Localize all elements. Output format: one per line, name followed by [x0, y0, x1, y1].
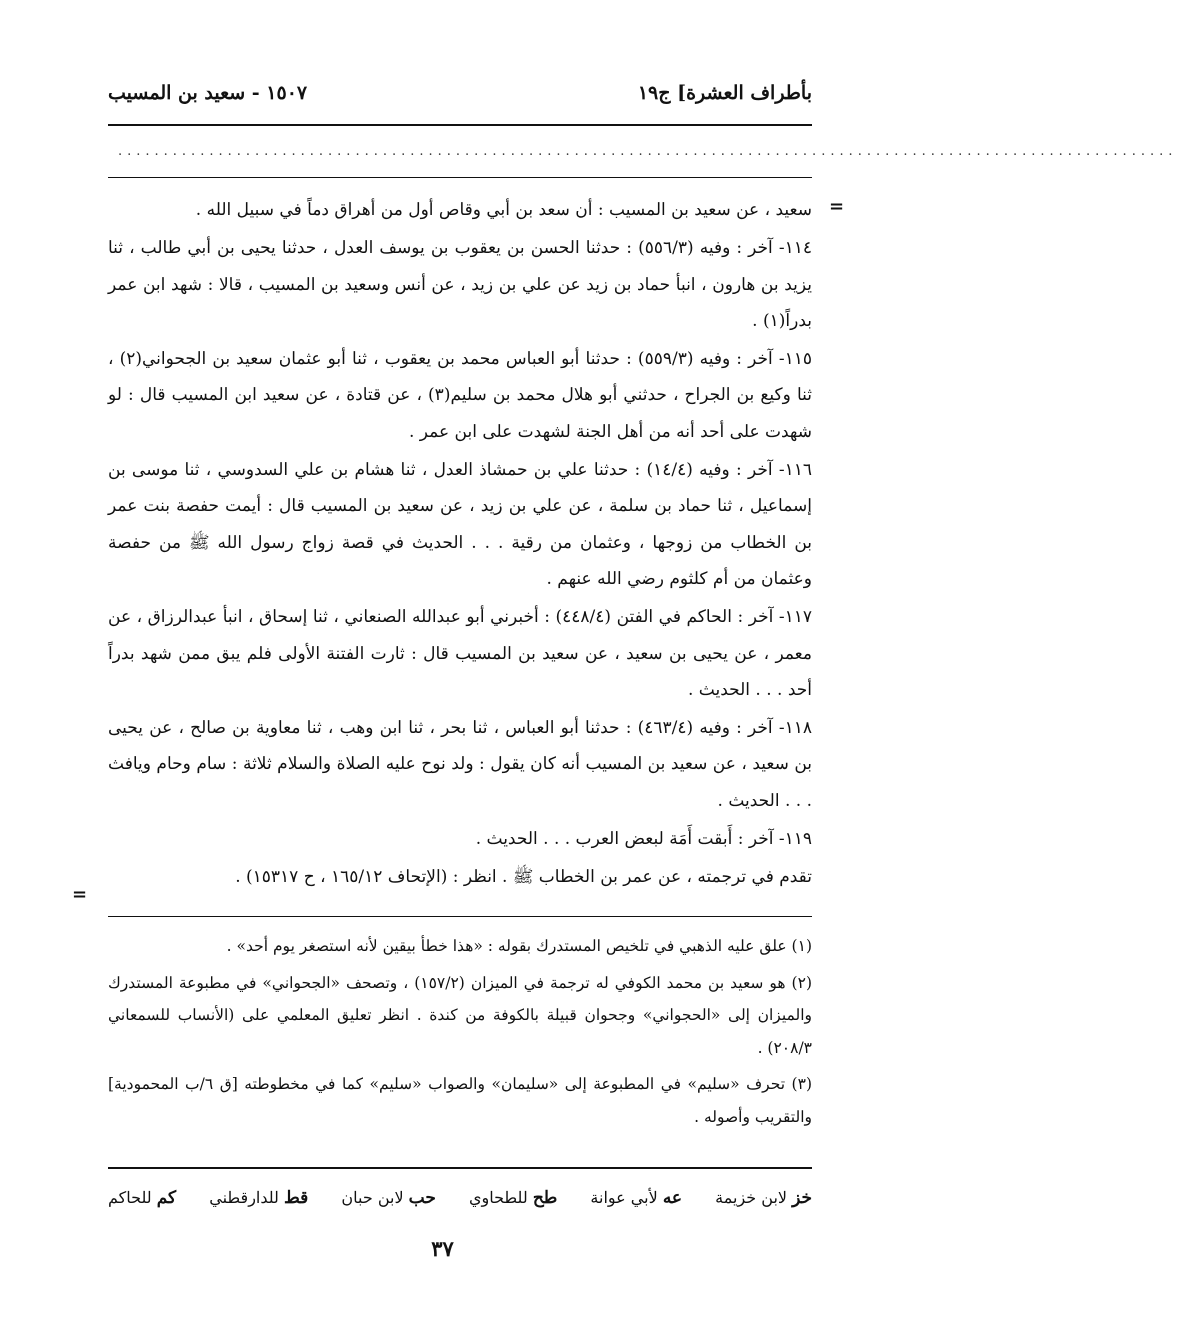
abbreviation-item: قط للدارقطني — [209, 1188, 309, 1208]
footnote-2: (٢) هو سعيد بن محمد الكوفي له ترجمة في الميزان (١٥٧/٢) ، وتصحف «الجحواني» في مطبوعة المستدرك والميزان إلى «الحجواني» وجحوان قبيلة بالكوفة من كندة . انظر تعليق المعلمي على (الأنساب للسمعاني ٢٠٨/٣) . — [108, 973, 812, 1057]
paragraph-1: سعيد ، عن سعيد بن المسيب : أن سعد بن أبي وقاص أول من أهراق دماً في سبيل الله . — [195, 200, 812, 220]
main-text — [108, 192, 812, 898]
continuation-mark-bottom: = — [72, 884, 88, 905]
paragraph-115: ١١٥- آخر : وفيه (٥٥٩/٣) : حدثنا أبو العباس محمد بن يعقوب ، ثنا أبو عثمان سعيد بن الجحواني(٢) ، ثنا وكيع بن الجراح ، حدثني أبو هلال محمد بن سليم(٣) ، عن قتادة ، عن سعيد ابن المسيب قال : لو شهدت على أحد أنه من أهل الجنة لشهدت على ابن عمر . — [108, 349, 812, 442]
paragraph-118: ١١٨- آخر : وفيه (٤٦٣/٤) : حدثنا أبو العباس ، ثنا بحر ، ثنا ابن وهب ، ثنا معاوية بن صالح ، عن يحيى بن سعيد ، عن سعيد بن المسيب أنه كان يقول : ولد نوح عليه الصلاة والسلام ثلاثة : سام وحام ويافث . . . الحديث . — [108, 718, 812, 811]
page-number: ٣٧ — [431, 1236, 454, 1261]
running-header — [108, 74, 812, 114]
continuation-mark-top: = — [829, 196, 845, 217]
footnote-1: (١) علق عليه الذهبي في تلخيص المستدرك بقوله : «هذا خطأ بيقين لأنه استصغر يوم أحد» . — [226, 937, 812, 955]
abbreviation-item: طح للطحاوي — [468, 1188, 558, 1208]
paragraph-117: ١١٧- آخر : الحاكم في الفتن (٤٤٨/٤) : أخبرني أبو عبدالله الصنعاني ، ثنا إسحاق ، انبأ عبدالرزاق ، عن معمر ، عن يحيى بن سعيد ، عن سعيد بن المسيب قال : ثارت الفتنة الأولى فلم يبق ممن شهد بدراً أحد . . . الحديث . — [108, 607, 812, 700]
footnote-3: (٣) تحرف «سليم» في المطبوعة إلى «سليمان» والصواب «سليم» كما في مخطوطته [ق ٦/ب المحمودية] والتقريب وأصوله . — [108, 1075, 812, 1126]
header-rule — [108, 124, 812, 126]
footnote-rule — [108, 916, 812, 917]
abbreviation-item: خز لابن خزيمة — [715, 1188, 812, 1208]
abbreviation-item: حب لابن حبان — [341, 1188, 436, 1208]
abbreviation-item: عه لأبي عوانة — [590, 1188, 683, 1208]
dotted-separator: .................................................................................................................... — [118, 144, 1177, 159]
section-title: ١٥٠٧ - سعيد بن المسيب — [108, 82, 308, 104]
abbreviation-item: كم للحاكم — [108, 1188, 177, 1208]
abbreviations-key — [108, 1181, 812, 1215]
footnotes — [108, 930, 812, 1137]
paragraph-116: ١١٦- آخر : وفيه (١٤/٤) : حدثنا علي بن حمشاذ العدل ، ثنا هشام بن علي السدوسي ، ثنا موسى بن إسماعيل ، ثنا حماد بن سلمة ، عن علي بن زيد ، عن سعيد بن المسيب قال : أيمت حفصة بنت عمر بن الخطاب من زوجها ، وعثمان من رقية . . . الحديث في قصة زواج رسول الله ﷺ من حفصة وعثمان من أم كلثوم رضي الله عنهم . — [108, 460, 812, 589]
body-top-rule — [108, 177, 812, 178]
paragraph-119: ١١٩- آخر : أَبقت أَمَة لبعض العرب . . . الحديث . — [475, 829, 812, 850]
book-title: بأطراف العشرة] ج١٩ — [637, 82, 812, 104]
paragraph-cross-reference: تقدم في ترجمته ، عن عمر بن الخطاب ﷺ . انظر : (الإتحاف ١٦٥/١٢ ، ح ١٥٣١٧) . — [235, 867, 812, 888]
paragraph-114: ١١٤- آخر : وفيه (٥٥٦/٣) : حدثنا الحسن بن يعقوب بن يوسف العدل ، حدثنا يحيى بن أبي طالب ، ثنا يزيد بن هارون ، انبأ حماد بن زيد عن علي بن زيد ، عن أنس وسعيد بن المسيب ، قالا : شهد ابن عمر بدراً(١) . — [108, 238, 812, 331]
abbreviations-rule — [108, 1167, 812, 1169]
